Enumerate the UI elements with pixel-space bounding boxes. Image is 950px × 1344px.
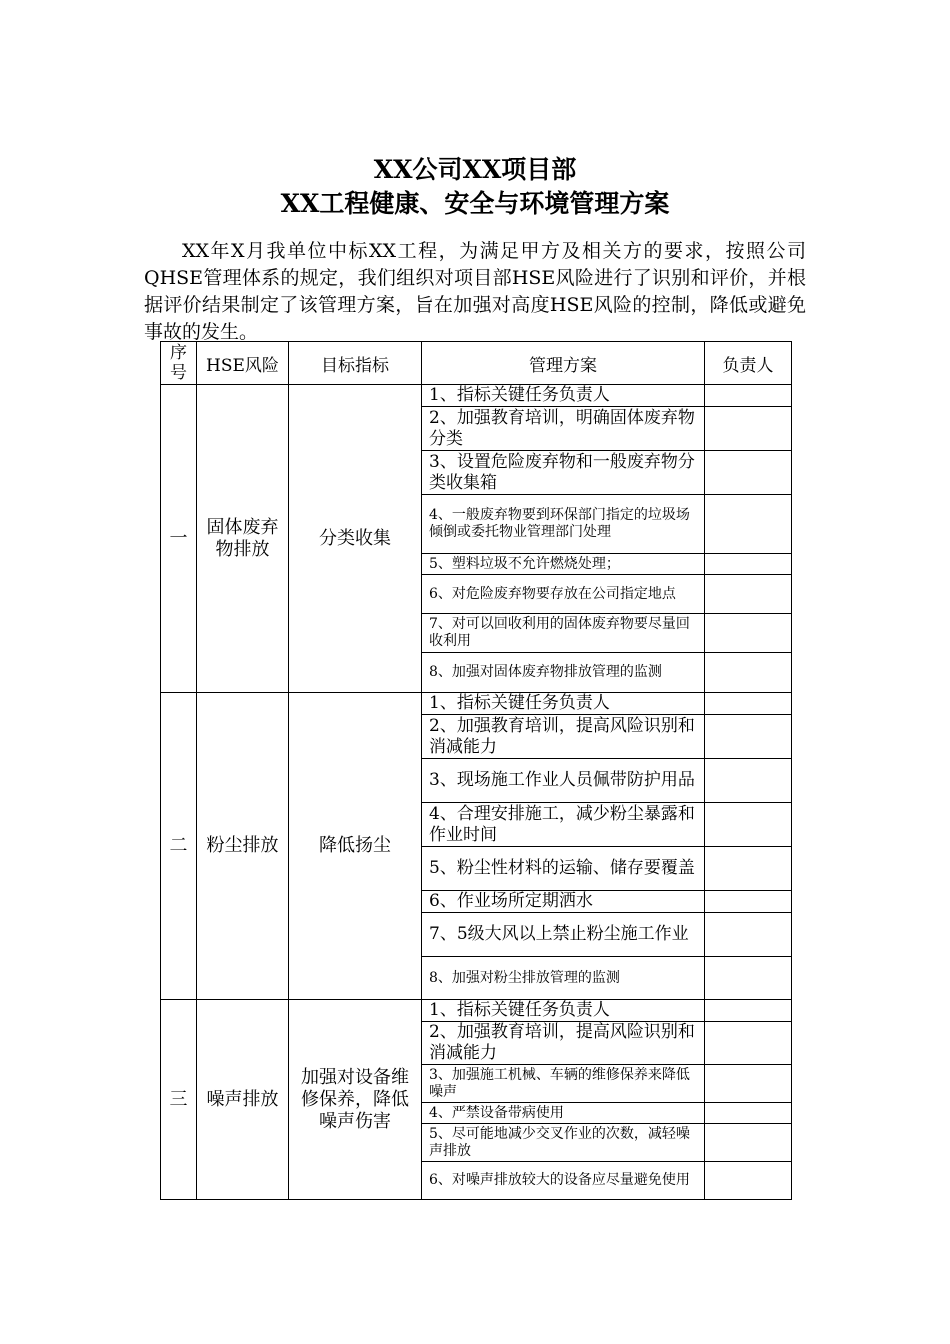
owner-cell <box>705 1022 792 1065</box>
owner-cell <box>705 1000 792 1022</box>
owner-cell <box>705 495 792 554</box>
owner-cell <box>705 803 792 847</box>
owner-cell <box>705 1162 792 1200</box>
group-no-cell: 三 <box>161 1000 197 1200</box>
measure-cell: 6、对危险废弃物要存放在公司指定地点 <box>422 575 705 614</box>
measure-cell: 4、合理安排施工，减少粉尘暴露和作业时间 <box>422 803 705 847</box>
owner-cell <box>705 847 792 891</box>
measure-cell: 1、指标关键任务负责人 <box>422 693 705 715</box>
management-plan-table <box>160 341 792 1200</box>
header-no: 序号 <box>161 342 197 385</box>
measure-cell: 2、加强教育培训，提高风险识别和消减能力 <box>422 1022 705 1065</box>
target-cell: 分类收集 <box>289 385 422 693</box>
measure-cell: 8、加强对固体废弃物排放管理的监测 <box>422 653 705 693</box>
measure-cell: 5、粉尘性材料的运输、储存要覆盖 <box>422 847 705 891</box>
measure-cell: 8、加强对粉尘排放管理的监测 <box>422 957 705 1000</box>
table-header-row <box>161 342 792 385</box>
document-title-line1: XX公司XX项目部 <box>373 155 577 184</box>
target-cell: 加强对设备维修保养，降低噪声伤害 <box>289 1000 422 1200</box>
measure-cell: 4、严禁设备带病使用 <box>422 1103 705 1124</box>
group-no-cell: 一 <box>161 385 197 693</box>
group-no-cell: 二 <box>161 693 197 1000</box>
measure-cell: 3、现场施工作业人员佩带防护用品 <box>422 759 705 803</box>
owner-cell <box>705 575 792 614</box>
measure-cell: 7、对可以回收利用的固体废弃物要尽量回收利用 <box>422 614 705 653</box>
owner-cell <box>705 385 792 407</box>
owner-cell <box>705 913 792 957</box>
target-cell: 降低扬尘 <box>289 693 422 1000</box>
owner-cell <box>705 1103 792 1124</box>
measure-cell: 6、对噪声排放较大的设备应尽量避免使用 <box>422 1162 705 1200</box>
owner-cell <box>705 451 792 495</box>
owner-cell <box>705 614 792 653</box>
header-target: 目标指标 <box>289 342 422 385</box>
document-title-line2: XX工程健康、安全与环境管理方案 <box>280 189 670 218</box>
risk-cell: 固体废弃物排放 <box>197 385 289 693</box>
measure-cell: 2、加强教育培训，提高风险识别和消减能力 <box>422 715 705 759</box>
measure-cell: 5、尽可能地减少交叉作业的次数，减轻噪声排放 <box>422 1124 705 1162</box>
table-row <box>161 693 792 715</box>
measure-cell: 3、加强施工机械、车辆的维修保养来降低噪声 <box>422 1065 705 1103</box>
owner-cell <box>705 759 792 803</box>
risk-cell: 粉尘排放 <box>197 693 289 1000</box>
measure-cell: 4、一般废弃物要到环保部门指定的垃圾场倾倒或委托物业管理部门处理 <box>422 495 705 554</box>
owner-cell <box>705 693 792 715</box>
intro-paragraph: XX年X月我单位中标XX工程，为满足甲方及相关方的要求，按照公司QHSE管理体系的规定，我们组织对项目部HSE风险进行了识别和评价，并根据评价结果制定了该管理方案，旨在加强对高度HSE风险的控制，降低或避免事故的发生。 <box>144 240 806 343</box>
measure-cell: 7、5级大风以上禁止粉尘施工作业 <box>422 913 705 957</box>
table-row <box>161 1000 792 1022</box>
measure-cell: 5、塑料垃圾不允许燃烧处理； <box>422 554 705 575</box>
owner-cell <box>705 407 792 451</box>
measure-cell: 1、指标关键任务负责人 <box>422 1000 705 1022</box>
header-risk: HSE风险 <box>197 342 289 385</box>
risk-cell: 噪声排放 <box>197 1000 289 1200</box>
header-owner: 负责人 <box>705 342 792 385</box>
measure-cell: 3、设置危险废弃物和一般废弃物分类收集箱 <box>422 451 705 495</box>
owner-cell <box>705 554 792 575</box>
table-row <box>161 385 792 407</box>
owner-cell <box>705 653 792 693</box>
header-plan: 管理方案 <box>422 342 705 385</box>
owner-cell <box>705 891 792 913</box>
measure-cell: 6、作业场所定期洒水 <box>422 891 705 913</box>
measure-cell: 1、指标关键任务负责人 <box>422 385 705 407</box>
owner-cell <box>705 1124 792 1162</box>
measure-cell: 2、加强教育培训，明确固体废弃物分类 <box>422 407 705 451</box>
owner-cell <box>705 715 792 759</box>
owner-cell <box>705 957 792 1000</box>
owner-cell <box>705 1065 792 1103</box>
